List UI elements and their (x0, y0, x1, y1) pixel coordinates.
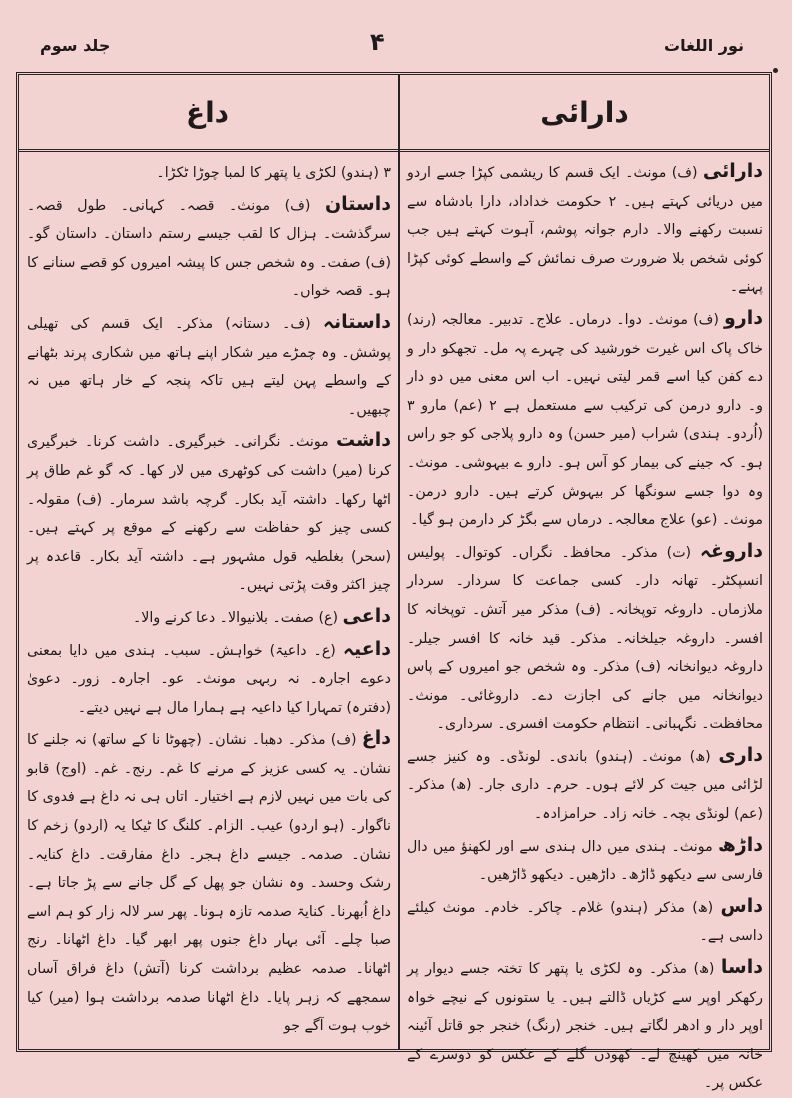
entry-headword: داس (720, 894, 763, 917)
dictionary-entry (27, 635, 391, 723)
right-column (407, 157, 764, 1092)
column-title-row (19, 75, 769, 152)
entry-headword: داروغہ (699, 539, 763, 562)
dictionary-entry (27, 190, 391, 306)
entry-headword: دارو (724, 306, 764, 329)
page-number: ۴ (370, 28, 385, 56)
dictionary-entry (407, 741, 763, 829)
entry-definition: (ت) مذکر۔ محافظ۔ نگراں۔ کوتوال۔ پولیس انسپکٹر۔ تھانہ دار۔ کسی جماعت کا سردار۔ سردار ملازماں۔ داروغہ توپخانہ۔ (ف) مذکر میر آتش۔ توپخانہ کا افسر۔ داروغہ جیلخانہ۔ مذکر۔ قید خانہ کا افسر جیلر۔ داروغہ دیوانخانہ (ف) مذکر۔ وہ شخص جو امیروں کے پاس دیوانخانہ میں جانے کی اجازت دے۔ داروغائی۔ مونث۔ محافظت۔ نگہبانی۔ انتظام حکومت افسری۔ سرداری۔ (407, 544, 763, 733)
entry-headword: داڑھ (717, 833, 763, 856)
entry-definition: مونث۔ ہندی میں دال ہندی سے اور لکھنؤ میں دال فارسی سے دیکھو ڈاڑھ۔ داڑھیں۔ دیکھو ڈاڑھیں۔ (407, 838, 763, 884)
entry-headword: داسا (720, 956, 764, 979)
left-column-title: داغ (185, 95, 230, 129)
volume-header: جلد سوم (40, 36, 111, 55)
ink-dot (773, 68, 778, 73)
entry-definition: (ھ) مذکر (ہندو) غلام۔ چاکر۔ خادم۔ مونث کیلئے داسی ہے۔ (407, 899, 763, 945)
dictionary-entry (27, 426, 391, 600)
page-frame (16, 72, 772, 1092)
entry-headword: داستانہ (322, 310, 391, 333)
dictionary-entry (407, 831, 763, 890)
column-divider (398, 75, 400, 1049)
entry-definition: (ف) مونث۔ قصہ۔ کہانی۔ طول قصہ۔ سرگذشت۔ ہزال کا لقب جیسے رستم داستان۔ داستان گو۔ (ف) صفت۔ وہ شخص جس کا پیشہ امیروں کو قصے سنانے کا ہو۔ قصہ خواں۔ (27, 197, 391, 300)
dictionary-entry (27, 308, 391, 424)
book-title-header: نور اللغات (664, 36, 744, 55)
dictionary-entry (407, 953, 763, 1098)
entry-headword: داستان (324, 192, 392, 215)
entry-headword: دارائی (702, 160, 763, 182)
entry-definition: (ف) مونث۔ ایک قسم کا ریشمی کپڑا جسے اردو میں دریائی کہتے ہیں۔ ۲ حکومت خداداد، دارا بادشاہ سے نسبت رکھنے والا۔ دارم جوانہ پوشم، آہوت کہتے ہیں جب کوئی شخص بلا ضرورت صرف نمائش کے واسطے کوئی کپڑا پہنے۔ (407, 165, 763, 296)
entry-definition: مونث۔ نگرانی۔ خبرگیری۔ داشت کرنا۔ خبرگیری کرنا (میر) داشت کی کوٹھری میں لار کھا۔ کہ گو غم طاق پر اٹھا رکھا۔ داشتہ آید بکار۔ گرچہ باشد سرمار۔ (ف) مقولہ۔ کسی چیز کو حفاظت سے رکھنے کے موقع پر کہتے ہیں۔ (سحر) بغلطیہ قول مشہور ہے۔ داشتہ آید بکار۔ قاعدہ پر چیز اکثر وقت پڑتی نہیں۔ (27, 434, 391, 594)
entry-definition: (ع۔ داعیۃ) خواہش۔ سبب۔ ہندی میں دایا بمعنی دعوے اجارہ۔ نہ ربہی مونث۔ عو۔ اجارہ۔ زور۔ دعویٰ (دفترہ) تمہارا کیا داعیہ ہے ہمارا مال ہے نہیں دیتے۔ (27, 642, 391, 716)
dictionary-entry (407, 537, 763, 739)
entry-definition: (ع) صفت۔ بلانیوالا۔ دعا کرنے والا۔ (132, 609, 339, 626)
entry-definition: (ف۔ دستانہ) مذکر۔ ایک قسم کی تھیلی پوشش۔ وہ چمڑے میر شکار اپنے ہاتھ میں شکاری پرند بٹھانے کے واسطے پہن لیتے ہیں تاکہ پنجہ کے خار ہاتھ میں نہ چبھیں۔ (27, 315, 391, 418)
left-column (27, 157, 391, 1042)
dictionary-entry (407, 892, 763, 951)
entry-headword: داعیہ (342, 637, 391, 660)
entry-headword: داعی (342, 604, 391, 627)
dictionary-entry (27, 724, 391, 1041)
entry-headword: داغ (361, 727, 391, 750)
entry-definition: (ھ) مونث۔ (ہندو) باندی۔ لونڈی۔ وہ کنیز جسے لڑائی میں جیت کر لائے ہوں۔ حرم۔ داری جار۔ (ھ) مذکر۔ (عم) لونڈی بچہ۔ خانہ زاد۔ حرامزادہ۔ (407, 748, 763, 823)
dictionary-entry (407, 157, 763, 302)
entry-definition: (ف) مونث۔ دوا۔ درماں۔ علاج۔ تدبیر۔ معالجہ (رند) خاک پاک اس غیرت خورشید کی چہرے پہ مل۔ تجھکو دار و دے کفن کیا اسے قمر لیتی نہیں۔ اب اس معنی میں دو دار و۔ دارو درمن کی ترکیب سے مستعمل ہے ۲ (عم) مارو ۳ (اُردو۔ ہندی) شراب (میر حسن) وہ دارو پلاجی کو جو راس ہو۔ کہ جینے کی بیمار کو آس ہو۔ دارو ے بیہوشی۔ مونث۔ وہ دوا جسے سونگھا کر بیہوش کرتے ہیں۔ دارو درمن۔ مونث۔ (عو) علاج معالجہ۔ درماں سے بگڑ کر دارمن ہو گیا۔ (407, 311, 763, 529)
entry-definition: (ھ) مذکر۔ وہ لکڑی یا پتھر کا تختہ جسے دیوار پر رکھکر اوپر سے کڑیاں ڈالتے ہیں۔ یا ستونوں کے نیچے خواہ اوپر دار و ادھر لگاتے ہیں۔ خنجر (رنگ) خنجر جو قاتل آئینہ خانہ میں کھینچ لے۔ کھودں گلے کے عکس کو دوسرے کے عکس پر۔ (407, 961, 763, 1092)
dictionary-entry (27, 602, 391, 633)
entry-definition: ۳ (ہندو) لکڑی یا پتھر کا لمبا چوڑا ٹکڑا۔ (156, 165, 391, 181)
entry-headword: داری (718, 743, 763, 766)
right-column-title: دارائی (540, 95, 629, 129)
dictionary-entry (27, 157, 391, 188)
entry-definition: (ف) مذکر۔ دھبا۔ نشان۔ (چھوٹا نا کے ساتھ) نہ جلنے کا نشان۔ یہ کسی عزیز کے مرنے کا غم۔ رنج۔ غم۔ (اوج) قابو کی بات میں نہیں لازم ہے اختیار۔ اتاں ہی نہ داغ ہے فدوی کا ناگوار۔ (ہو اردو) عیب۔ الزام۔ کلنگ کا ٹیکا یہ (اردو) زخم کا نشان۔ صدمہ۔ جیسے داغ ہجر۔ داغ مفارقت۔ داغ کنایہ۔ رشک وحسد۔ وہ نشان جو پھل کے گل جانے سے پڑ جاتا ہے۔ داغ اُبھرنا۔ کنایۃ صدمہ تازہ ہونا۔ پھر سر لالہ زار کو ہم اسے صبا چلے۔ آئی بہار داغ جنوں پھر ابھر گیا۔ داغ اٹھانا۔ رنج اٹھانا۔ صدمہ عظیم برداشت کرنا (آتش) داغ فراق آساں سمجھے کہ زہر پایا۔ داغ اٹھانا صدمہ برداشت ہوا (میر) کیا خوب ہوت آگے جو (27, 732, 391, 1035)
entry-headword: داشت (335, 429, 391, 452)
page-header (0, 28, 792, 68)
dictionary-entry (407, 304, 763, 535)
